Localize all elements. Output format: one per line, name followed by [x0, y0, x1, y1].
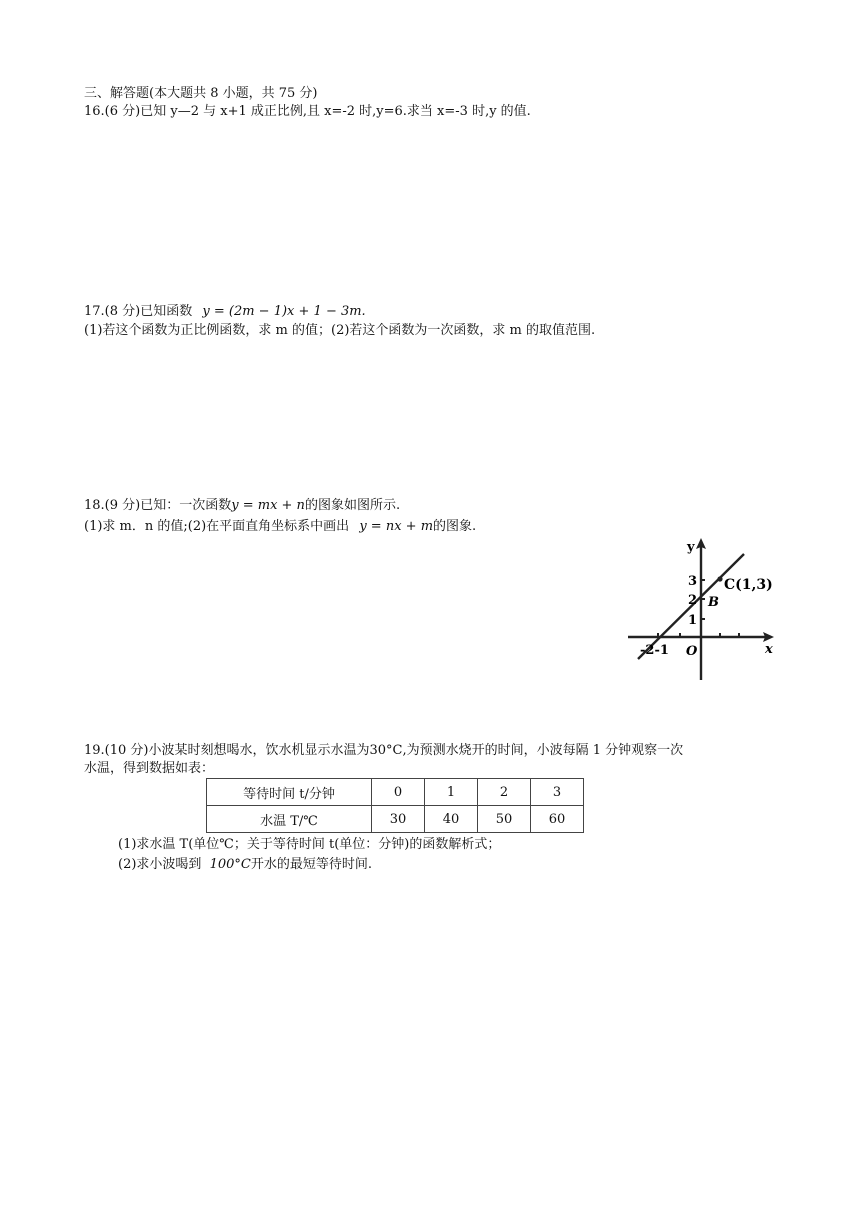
table-cell: 40 — [425, 806, 478, 833]
question-19-part1: (1)求水温 T(单位℃；关于等待时间 t(单位：分钟)的函数解析式； — [118, 837, 501, 852]
point-c — [717, 576, 722, 581]
table-row — [207, 779, 584, 806]
table-cell: 2 — [478, 779, 531, 806]
question-19 — [84, 742, 683, 760]
table-cell: 30 — [372, 806, 425, 833]
table-cell: 0 — [372, 779, 425, 806]
table-cell: 60 — [531, 806, 584, 833]
answer-space-17 — [84, 345, 774, 485]
section-title: 三、解答题(本大题共 8 小题，共 75 分) — [84, 86, 318, 101]
table-cell: 50 — [478, 806, 531, 833]
table-header-time: 等待时间 t/分钟 — [207, 779, 372, 806]
question-18-parts — [84, 518, 476, 536]
question-17-intro: 17.(8 分)已知函数 — [84, 304, 193, 319]
table-row — [207, 806, 584, 833]
origin-label: O — [686, 644, 698, 659]
question-19-part2-a: (2)求小波喝到 — [118, 857, 202, 872]
question-18-formula-2: y = nx + m — [359, 519, 434, 534]
question-18-formula: y = mx + n — [231, 498, 305, 513]
point-b-label: B — [708, 595, 719, 610]
x-tick-labels: -2-1 — [640, 643, 669, 658]
y-axis-label: y — [687, 540, 695, 555]
answer-space-16 — [84, 125, 774, 295]
question-19-line1-b: ,为预测水烧开的时间，小波每隔 1 分钟观察一次 — [402, 743, 684, 758]
question-19-temp: 30°C — [369, 743, 403, 758]
question-19-line1-a: 19.(10 分)小波某时刻想喝水，饮水机显示水温为 — [84, 743, 370, 758]
question-18 — [84, 497, 400, 515]
question-17-parts: (1)若这个函数为正比例函数，求 m 的值；(2)若这个函数为一次函数，求 m 的取值范围. — [84, 323, 596, 338]
data-table — [206, 778, 584, 833]
question-16: 16.(6 分)已知 y—2 与 x+1 成正比例,且 x=-2 时,y=6.求当 x=-3 时,y 的值. — [84, 104, 531, 119]
question-19-part2-b: 开水的最短等待时间. — [250, 857, 372, 872]
table-cell: 3 — [531, 779, 584, 806]
question-19-part2 — [118, 856, 372, 874]
coordinate-figure — [620, 532, 780, 684]
question-18-part-a: (1)求 m．n 的值;(2)在平面直角坐标系中画出 — [84, 519, 350, 534]
answer-space-19 — [84, 880, 774, 1180]
y-tick-label-1: 1 — [688, 613, 698, 628]
table-header-temp: 水温 T/℃ — [207, 806, 372, 833]
x-axis-label: x — [765, 642, 773, 657]
question-18-part-b: 的图象. — [433, 519, 477, 534]
question-18-intro: 18.(9 分)已知：一次函数 — [84, 498, 232, 513]
y-tick-label-3: 3 — [688, 574, 698, 589]
question-19-line2: 水温，得到数据如表： — [84, 761, 215, 776]
question-17 — [84, 303, 366, 321]
question-17-formula: y = (2m − 1)x + 1 − 3m. — [202, 304, 366, 319]
table-cell: 1 — [425, 779, 478, 806]
y-tick-label-2: 2 — [688, 593, 698, 608]
point-c-label: C(1,3) — [724, 577, 773, 593]
question-18-tail: 的图象如图所示. — [304, 498, 401, 513]
question-19-part2-temp: 100°C — [209, 857, 251, 872]
